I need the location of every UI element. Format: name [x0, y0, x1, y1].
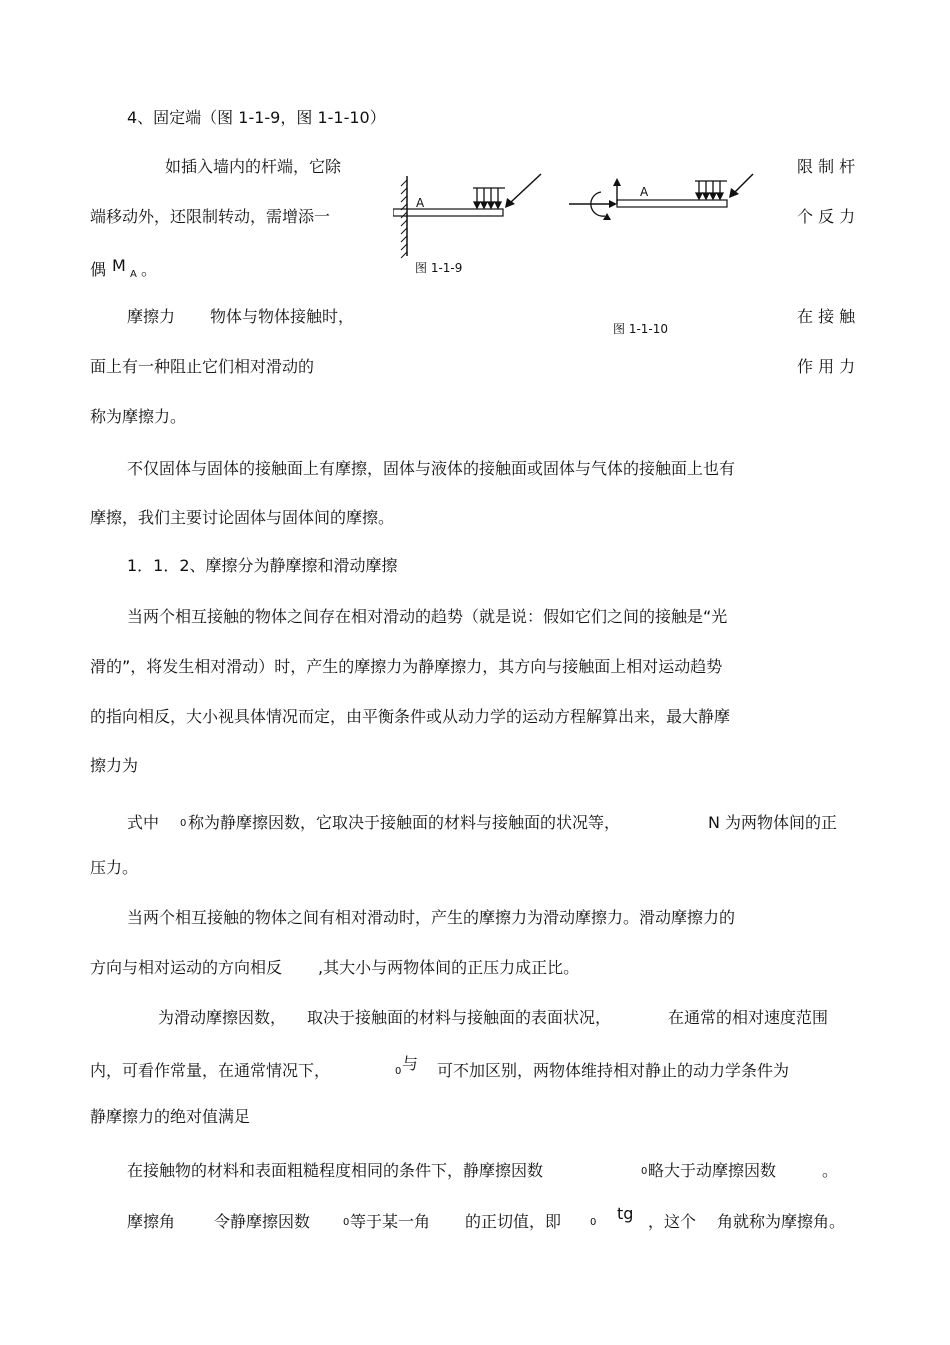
- para-sliding-line2b: ,其大小与两物体间的正压力成正比。: [318, 958, 580, 977]
- moment-symbol: M: [112, 256, 126, 275]
- moment-subscript: A: [130, 269, 137, 280]
- para-solid-line1: 不仅固体与固体的接触面上有摩擦，固体与液体的接触面或固体与气体的接触面上也有: [127, 459, 736, 478]
- mu0-subscript-5: 0: [590, 1217, 597, 1228]
- para-sliding-line1: 当两个相互接触的物体之间有相对滑动时，产生的摩擦力为滑动摩擦力。滑动摩擦力的: [127, 908, 736, 927]
- para-static-line3: 的指向相反，大小视具体情况而定，由平衡条件或从动力学的运动方程解算出来，最大静摩: [90, 707, 731, 726]
- para-coef-line3: 静摩擦力的绝对值满足: [90, 1107, 251, 1126]
- mu0-subscript: 0: [180, 818, 187, 829]
- friction-term: 摩擦力: [127, 307, 176, 326]
- friction-def-line3: 称为摩擦力。: [90, 407, 187, 426]
- formula-normal-force: N 为两物体间的正: [708, 813, 838, 832]
- para-compare-b: 略大于动摩擦因数: [648, 1161, 777, 1180]
- mu0-subscript-2: 0: [395, 1066, 402, 1077]
- formula-line2: 压力。: [90, 858, 139, 877]
- mu0-subscript-3: 0: [641, 1166, 648, 1177]
- fig9-label-a: A: [416, 196, 425, 210]
- fixed-end-line2-left: 端移动外，还限制转动，需增添一: [90, 207, 331, 226]
- para-angle-e: ，这个: [648, 1212, 697, 1231]
- figure-1-1-10: [565, 170, 755, 230]
- fixed-end-line1-right: 限 制 杆: [797, 157, 856, 176]
- para-coef-line2a: 内，可看作常量，在通常情况下，: [90, 1061, 331, 1080]
- para-compare-end: 。: [822, 1161, 839, 1180]
- para-angle-c: 等于某一角: [350, 1212, 431, 1231]
- para-static-line4: 擦力为: [90, 756, 139, 775]
- formula-intro: 式中: [127, 813, 160, 832]
- friction-def-line2: 面上有一种阻止它们相对滑动的: [90, 357, 315, 376]
- heading-fixed-end: 4、固定端（图 1-1-9，图 1-1-10）: [127, 108, 386, 127]
- figure-1-1-9: [393, 170, 553, 260]
- fixed-end-line3-suffix: 。: [141, 260, 158, 279]
- friction-def-line1: 物体与物体接触时，: [210, 307, 355, 326]
- friction-def-line2-right: 作 用 力: [797, 357, 856, 376]
- tg-symbol: tg: [617, 1204, 634, 1223]
- para-coef-line1b: 取决于接触面的材料与接触面的表面状况，: [307, 1008, 612, 1027]
- friction-def-line1-right: 在 接 触: [797, 307, 856, 326]
- heading-section: 1．1．2、摩擦分为静摩擦和滑动摩擦: [127, 556, 398, 575]
- para-static-line2: 滑的”，将发生相对滑动）时，产生的摩擦力为静摩擦力，其方向与接触面上相对运动趋势: [90, 657, 723, 676]
- para-static-line1: 当两个相互接触的物体之间存在相对滑动的趋势（就是说：假如它们之间的接触是“光: [127, 607, 728, 626]
- para-coef-line1a: 为滑动摩擦因数，: [158, 1008, 287, 1027]
- fig9-caption: 图 1-1-9: [415, 261, 463, 275]
- fig10-caption: 图 1-1-10: [613, 322, 669, 336]
- para-solid-line2: 摩擦，我们主要讨论固体与固体间的摩擦。: [90, 508, 395, 527]
- para-coef-line1c: 在通常的相对速度范围: [668, 1008, 829, 1027]
- fixed-end-line2-right: 个 反 力: [797, 207, 856, 226]
- para-angle-f: 角就称为摩擦角。: [717, 1212, 846, 1231]
- mu0-subscript-4: 0: [343, 1217, 350, 1228]
- para-coef-line2b: 可不加区别，两物体维持相对静止的动力学条件为: [437, 1061, 790, 1080]
- fixed-end-line1-left: 如插入墙内的杆端，它除: [165, 157, 342, 176]
- friction-angle-term: 摩擦角: [127, 1212, 176, 1231]
- para-sliding-line2a: 方向与相对运动的方向相反: [90, 958, 283, 977]
- para-compare-a: 在接触物的材料和表面粗糙程度相同的条件下，静摩擦因数: [127, 1161, 544, 1180]
- fig10-label-a: A: [640, 185, 649, 199]
- para-coef-with: 与: [402, 1054, 419, 1073]
- formula-static-coef: 称为静摩擦因数，它取决于接触面的材料与接触面的状况等，: [188, 813, 621, 832]
- para-angle-b: 令静摩擦因数: [214, 1212, 311, 1231]
- fixed-end-line3-prefix: 偶: [90, 260, 107, 279]
- para-angle-d: 的正切值，即: [465, 1212, 562, 1231]
